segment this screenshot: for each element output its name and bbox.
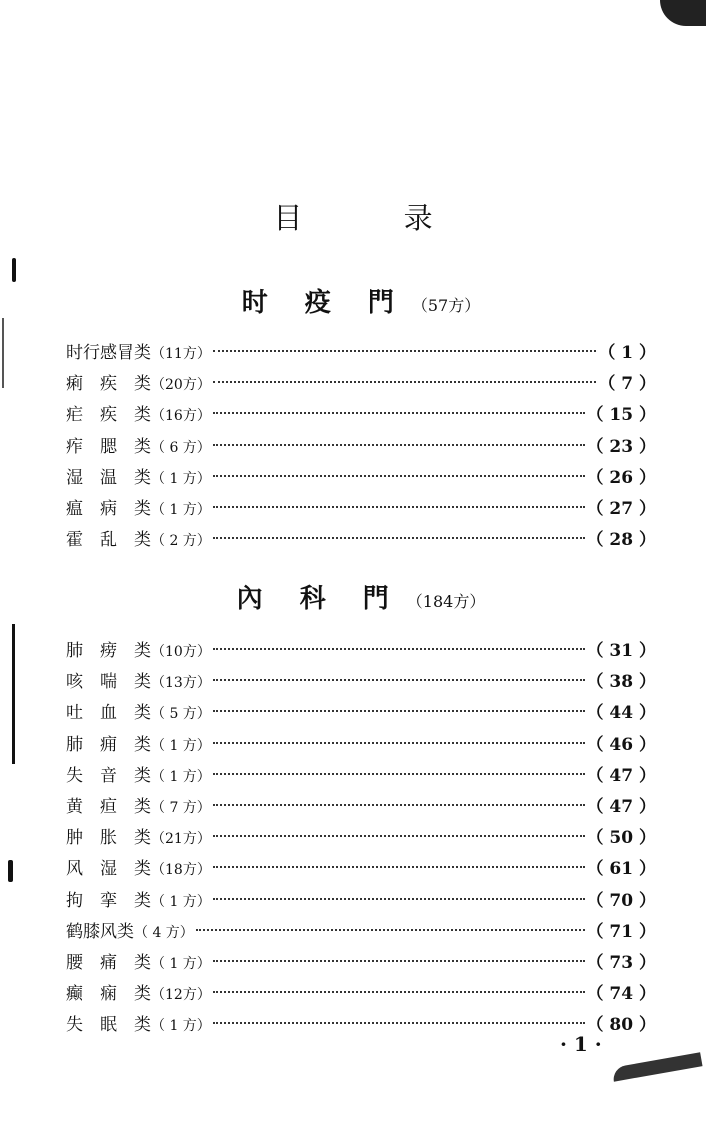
dot-leader — [213, 679, 585, 681]
entry-page: （ 70 ） — [586, 890, 656, 911]
toc-entry[interactable] — [66, 463, 656, 494]
entry-page: （ 26 ） — [586, 467, 656, 488]
dot-leader — [213, 1022, 585, 1024]
entry-count: （ 4 方） — [134, 924, 194, 941]
entry-count: （ 1 方） — [151, 501, 211, 518]
toc-entry[interactable] — [66, 338, 656, 369]
dot-leader — [213, 475, 585, 477]
entry-label: 时行感冒类 — [66, 343, 151, 363]
toc-entry[interactable] — [66, 917, 656, 948]
entry-label: 腰 痛 类 — [66, 952, 151, 973]
entry-page: （ 71 ） — [586, 921, 656, 942]
dot-leader — [213, 506, 585, 508]
entry-page: （ 28 ） — [586, 530, 656, 551]
dot-leader — [213, 381, 597, 383]
entry-count: （ 1 方） — [151, 1018, 211, 1035]
entry-page: （ 15 ） — [586, 405, 656, 426]
entry-page: （ 7 ） — [598, 374, 656, 395]
entry-label: 疟 疾 类 — [66, 405, 151, 426]
entry-count: （ 5 方） — [151, 706, 211, 723]
section-heading — [66, 282, 656, 322]
section-count: （57方） — [411, 296, 481, 315]
entry-label: 咳 喘 类 — [66, 672, 151, 693]
entry-page: （ 80 ） — [586, 1015, 656, 1036]
entry-count: （21方） — [151, 831, 211, 848]
section-neike — [66, 578, 656, 1041]
toc-entry[interactable] — [66, 525, 656, 556]
page-number: · 1 · — [560, 1032, 602, 1056]
scan-mark — [660, 0, 706, 26]
entry-label: 黄 疸 类 — [66, 796, 151, 817]
entry-count: （ 7 方） — [151, 799, 211, 816]
entry-count: （ 1 方） — [151, 955, 211, 972]
dot-leader — [213, 412, 585, 414]
scan-mark — [8, 860, 13, 882]
entry-label: 吐 血 类 — [66, 703, 151, 724]
toc-entry[interactable] — [66, 698, 656, 729]
entry-page: （ 73 ） — [586, 952, 656, 973]
entry-page: （ 47 ） — [586, 796, 656, 817]
toc-entry[interactable] — [66, 823, 656, 854]
dot-leader — [213, 537, 585, 539]
entry-label: 风 湿 类 — [66, 859, 151, 880]
entry-count: （11方） — [151, 346, 211, 362]
toc-entry[interactable] — [66, 432, 656, 463]
dot-leader — [213, 960, 585, 962]
entry-page: （ 44 ） — [586, 703, 656, 724]
entry-label: 失 眠 类 — [66, 1015, 151, 1036]
toc-entry[interactable] — [66, 494, 656, 525]
page-title: 目 录 — [273, 201, 479, 235]
toc-entry[interactable] — [66, 761, 656, 792]
section-count: （184方） — [406, 592, 486, 611]
dot-leader — [213, 350, 597, 352]
entry-label: 痄 腮 类 — [66, 436, 151, 457]
entry-page: （ 23 ） — [586, 436, 656, 457]
entry-page: （ 38 ） — [586, 672, 656, 693]
dot-leader — [213, 742, 585, 744]
scan-mark — [2, 318, 4, 388]
toc-entry[interactable] — [66, 948, 656, 979]
entry-label: 拘 挛 类 — [66, 890, 151, 911]
entry-page: （ 47 ） — [586, 765, 656, 786]
entry-label: 肺 痨 类 — [66, 641, 151, 661]
entry-count: （ 2 方） — [151, 533, 211, 550]
entry-count: （ 1 方） — [151, 768, 211, 785]
toc-entry[interactable] — [66, 854, 656, 885]
scan-mark — [12, 624, 15, 764]
entry-page: （ 1 ） — [598, 343, 656, 363]
toc-entry[interactable] — [66, 730, 656, 761]
entry-label: 鹤膝风类 — [66, 921, 134, 942]
entry-label: 癫 痫 类 — [66, 984, 151, 1005]
toc-list — [66, 338, 656, 556]
dot-leader — [213, 773, 585, 775]
dot-leader — [213, 648, 585, 650]
entry-count: （ 1 方） — [151, 470, 211, 487]
section-shiyi — [66, 282, 656, 556]
dot-leader — [213, 804, 585, 806]
entry-page: （ 61 ） — [586, 859, 656, 880]
entry-page: （ 74 ） — [586, 984, 656, 1005]
entry-label: 湿 温 类 — [66, 467, 151, 488]
entry-label: 霍 乱 类 — [66, 530, 151, 551]
section-heading — [66, 578, 656, 618]
entry-label: 失 音 类 — [66, 765, 151, 786]
entry-count: （16方） — [151, 408, 211, 425]
entry-count: （12方） — [151, 987, 211, 1004]
dot-leader — [213, 835, 585, 837]
dot-leader — [213, 991, 585, 993]
entry-label: 肿 胀 类 — [66, 828, 151, 849]
entry-page: （ 46 ） — [586, 734, 656, 755]
section-name: 內 科 門 — [236, 584, 403, 614]
dot-leader — [213, 710, 585, 712]
dot-leader — [196, 929, 585, 931]
entry-label: 肺 痈 类 — [66, 734, 151, 755]
toc-entry[interactable] — [66, 886, 656, 917]
dot-leader — [213, 866, 585, 868]
entry-count: （ 1 方） — [151, 893, 211, 910]
toc-entry[interactable] — [66, 667, 656, 698]
entry-page: （ 50 ） — [586, 828, 656, 849]
dot-leader — [213, 444, 585, 446]
entry-label: 瘟 病 类 — [66, 498, 151, 519]
toc-list — [66, 636, 656, 1041]
toc-entry[interactable] — [66, 636, 656, 667]
entry-page: （ 31 ） — [586, 641, 656, 661]
toc-entry[interactable] — [66, 369, 656, 400]
entry-count: （20方） — [151, 377, 211, 394]
entry-count: （13方） — [151, 675, 211, 692]
entry-label: 痢 疾 类 — [66, 374, 151, 395]
entry-count: （18方） — [151, 862, 211, 879]
entry-count: （ 1 方） — [151, 737, 211, 754]
scan-mark — [12, 258, 16, 282]
scan-mark — [611, 1052, 702, 1081]
toc-entry[interactable] — [66, 979, 656, 1010]
toc-entry[interactable] — [66, 400, 656, 431]
entry-count: （10方） — [151, 644, 211, 660]
section-name: 时 疫 門 — [241, 288, 408, 318]
toc-entry[interactable] — [66, 792, 656, 823]
entry-count: （ 6 方） — [151, 439, 211, 456]
dot-leader — [213, 898, 585, 900]
entry-page: （ 27 ） — [586, 498, 656, 519]
